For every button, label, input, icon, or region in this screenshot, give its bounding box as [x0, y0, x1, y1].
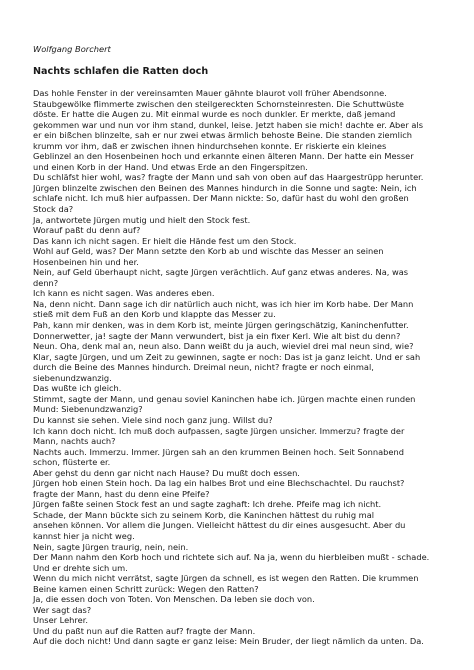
text-line: Unser Lehrer. — [33, 615, 88, 626]
text-line: Klar, sagte Jürgen, und um Zeit zu gewinnen, sagte er noch: Das ist ja ganz leicht. Und er sah — [33, 351, 421, 362]
story-body — [33, 88, 453, 647]
document-title: Nachts schlafen die Ratten doch — [33, 66, 209, 77]
text-line: Aber gehst du denn gar nicht nach Hause? Du mußt doch essen. — [33, 467, 300, 478]
text-line: Geblinzel an den Hosenbeinen hoch und erkannte einen älteren Mann. Der hatte ein Messer — [33, 151, 414, 162]
text-line: Auf die doch nicht! Und dann sagte er ganz leise: Mein Bruder, der liegt nämlich da unten. Da. — [33, 636, 424, 647]
text-line: Jürgen faßte seinen Stock fest an und sagte zaghaft: Ich drehe. Pfeife mag ich nicht. — [33, 499, 382, 510]
text-line: Hosenbeinen hin und her. — [33, 256, 139, 267]
text-line: und einen Korb in der Hand. Und etwas Erde an den Fingerspitzen. — [33, 161, 308, 172]
text-line: Und er drehte sich um. — [33, 562, 128, 573]
text-line: Und du paßt nun auf die Ratten auf? fragte der Mann. — [33, 625, 256, 636]
text-line: schon, flüsterte er. — [33, 457, 111, 468]
text-line: Na, denn nicht. Dann sage ich dir natürlich auch nicht, was ich hier im Korb habe. Der Mann — [33, 298, 414, 309]
text-line: Mund: Siebenundzwanzig? — [33, 404, 143, 415]
text-line: Ich kann doch nicht. Ich muß doch aufpassen, sagte Jürgen unsicher. Immerzu? fragte der — [33, 425, 405, 436]
text-line: Ich kann es nicht sagen. Was anderes eben. — [33, 288, 215, 299]
text-line: Wohl auf Geld, was? Der Mann setzte den Korb ab und wischte das Messer an seinen — [33, 246, 384, 257]
text-line: Beine kamen einen Schritt zurück: Wegen den Ratten? — [33, 583, 259, 594]
text-line: Du schläfst hier wohl, was? fragte der Mann und sah von oben auf das Haargestrüpp herunter. — [33, 172, 424, 183]
text-line: krumm vor ihm, daß er zwischen ihnen hindurchsehen konnte. Er riskierte ein kleines — [33, 140, 387, 151]
text-line: Worauf paßt du denn auf? — [33, 225, 141, 236]
text-line: Schade, der Mann bückte sich zu seinem Korb, die Kaninchen hättest du ruhig mal — [33, 509, 375, 520]
text-line: Neun. Oha, denk mal an, neun also. Dann weißt du ja auch, wieviel drei mal neun sind, wie? — [33, 341, 414, 352]
text-line: Das hohle Fenster in der vereinsamten Mauer gähnte blaurot voll früher Abendsonne. — [33, 88, 387, 98]
text-line: Der Mann nahm den Korb hoch und richtete sich auf. Na ja, wenn du hierbleiben mußt - schade. — [33, 552, 430, 563]
text-line: gekommen war und nun vor ihm stand, dunkel, leise. Jetzt haben sie mich! dachte er. Aber als — [33, 119, 424, 130]
text-line: Ja, antwortete Jürgen mutig und hielt den Stock fest. — [33, 214, 251, 225]
text-line: Staubgewölke flimmerte zwischen den steilgereckten Schornsteinresten. Die Schuttwüste — [33, 98, 404, 109]
text-line: fragte der Mann, hast du denn eine Pfeife? — [33, 488, 210, 499]
text-line: schlafe nicht. Ich muß hier aufpassen. Der Mann nickte: So, dafür hast du wohl den großen — [33, 193, 409, 204]
text-line: Pah, kann mir denken, was in dem Korb ist, meinte Jürgen geringschätzig, Kaninchenfutter. — [33, 320, 409, 331]
text-line: döste. Er hatte die Augen zu. Mit einmal wurde es noch dunkler. Er merkte, daß jemand — [33, 109, 396, 120]
text-line: Du kannst sie sehen. Viele sind noch ganz jung. Willst du? — [33, 414, 273, 425]
text-line: Mann, nachts auch? — [33, 436, 116, 447]
text-line: Nachts auch. Immerzu. Immer. Jürgen sah an den krummen Beinen hoch. Seit Sonnabend — [33, 446, 404, 457]
text-line: durch die Beine des Mannes hindurch. Dreimal neun, nicht? fragte er noch einmal, — [33, 362, 374, 373]
text-line: Das kann ich nicht sagen. Er hielt die Hände fest um den Stock. — [33, 235, 297, 246]
text-line: er ein bißchen blinzelte, sah er nur zwei etwas ärmlich behoste Beine. Die standen ziemlich — [33, 130, 413, 141]
author-name: Wolfgang Borchert — [33, 44, 111, 54]
text-line: Das wußte ich gleich. — [33, 383, 122, 394]
text-line: stieß mit dem Fuß an den Korb und klappte das Messer zu. — [33, 309, 276, 320]
text-line: Stock da? — [33, 204, 74, 215]
text-line: siebenundzwanzig. — [33, 372, 112, 383]
text-line: Jürgen hob einen Stein hoch. Da lag ein halbes Brot und eine Blechschachtel. Du rauchst? — [33, 478, 405, 489]
text-line: kannst hier ja nicht weg. — [33, 530, 135, 541]
text-line: Nein, auf Geld überhaupt nicht, sagte Jürgen verächtlich. Auf ganz etwas anderes. Na, was — [33, 267, 409, 278]
text-line: Donnerwetter, ja! sagte der Mann verwundert, bist ja ein fixer Kerl. Wie alt bist du denn? — [33, 330, 401, 341]
text-line: Nein, sagte Jürgen traurig, nein, nein. — [33, 541, 189, 552]
text-line: Wer sagt das? — [33, 604, 92, 615]
text-line: denn? — [33, 277, 59, 288]
text-line: Wenn du mich nicht verrätst, sagte Jürgen da schnell, es ist wegen den Ratten. Die krummen — [33, 573, 419, 584]
text-line: ansehen können. Vor allem die Jungen. Vielleicht hättest du dir eines ausgesucht. Aber du — [33, 520, 406, 531]
text-line: Stimmt, sagte der Mann, und genau soviel Kaninchen habe ich. Jürgen machte einen runden — [33, 393, 416, 404]
text-line: Jürgen blinzelte zwischen den Beinen des Mannes hindurch in die Sonne und sagte: Nein, ich — [33, 182, 417, 193]
text-line: Ja, die essen doch von Toten. Von Menschen. Da leben sie doch von. — [33, 594, 315, 605]
